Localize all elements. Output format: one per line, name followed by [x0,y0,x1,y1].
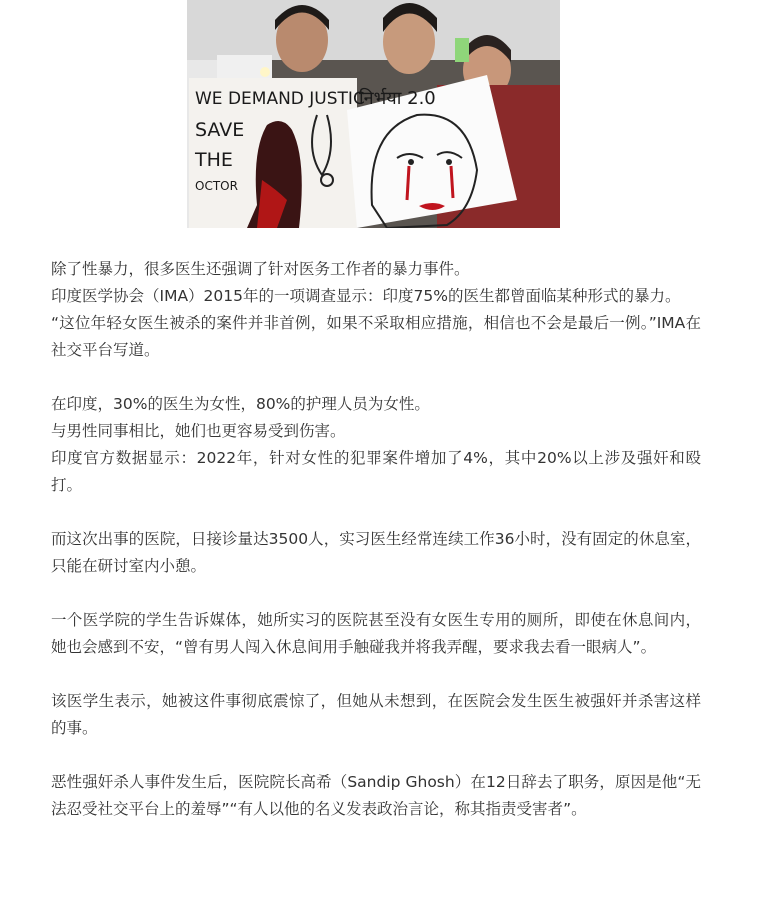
svg-text:निर्भया 2.0: निर्भया 2.0 [359,88,436,109]
paragraph-principal-resignation: 恶性强奸杀人事件发生后，医院院长高希（Sandip Ghosh）在12日辞去了职务，原因是他“无法忍受社交平台上的羞辱”“有人以他的名义发表政治言论，称其指责受害者”。 [51,773,701,818]
svg-text:SAVE: SAVE [195,119,245,141]
paragraph-gap [51,499,701,526]
article-body [51,256,701,823]
paragraph-ima-quote: “这位年轻女医生被杀的案件并非首例，如果不采取相应措施，相信也不会是最后一例。”IMA在社交平台写道。 [51,314,701,359]
paragraph-gap [51,580,701,607]
paragraph-student-account: 一个医学院的学生告诉媒体，她所实习的医院甚至没有女医生专用的厕所，即使在休息间内，她也会感到不安，“曾有男人闯入休息间用手触碰我并将我弄醒，要求我去看一眼病人”。 [51,611,701,656]
svg-text:WE DEMAND JUSTIC: WE DEMAND JUSTIC [195,89,365,109]
paragraph-gap [51,364,701,391]
paragraph-ima-survey: 印度医学协会（IMA）2015年的一项调查显示：印度75%的医生都曾面临某种形式的暴力。 [51,287,681,305]
protest-photo [187,0,560,228]
paragraph-student-shock: 该医学生表示，她被这件事彻底震惊了，但她从未想到，在医院会发生医生被强奸并杀害这样的事。 [51,692,701,737]
left-protest-sign [189,78,365,228]
paragraph-crime-data: 印度官方数据显示：2022年，针对女性的犯罪案件增加了4%，其中20%以上涉及强奸和殴打。 [51,449,701,494]
paragraph-gap [51,661,701,688]
svg-text:THE: THE [195,149,233,171]
protest-photo-illustration [187,0,560,228]
paragraph-female-doctors: 在印度，30%的医生为女性，80%的护理人员为女性。 [51,395,430,413]
paragraph-violence-intro: 除了性暴力，很多医生还强调了针对医务工作者的暴力事件。 [51,260,470,278]
paragraph-gap [51,742,701,769]
paragraph-hospital-conditions: 而这次出事的医院，日接诊量达3500人，实习医生经常连续工作36小时，没有固定的休息室，只能在研讨室内小憩。 [51,530,701,575]
svg-text:OCTOR: OCTOR [195,179,238,193]
paragraph-vulnerability: 与男性同事相比，她们也更容易受到伤害。 [51,422,346,440]
